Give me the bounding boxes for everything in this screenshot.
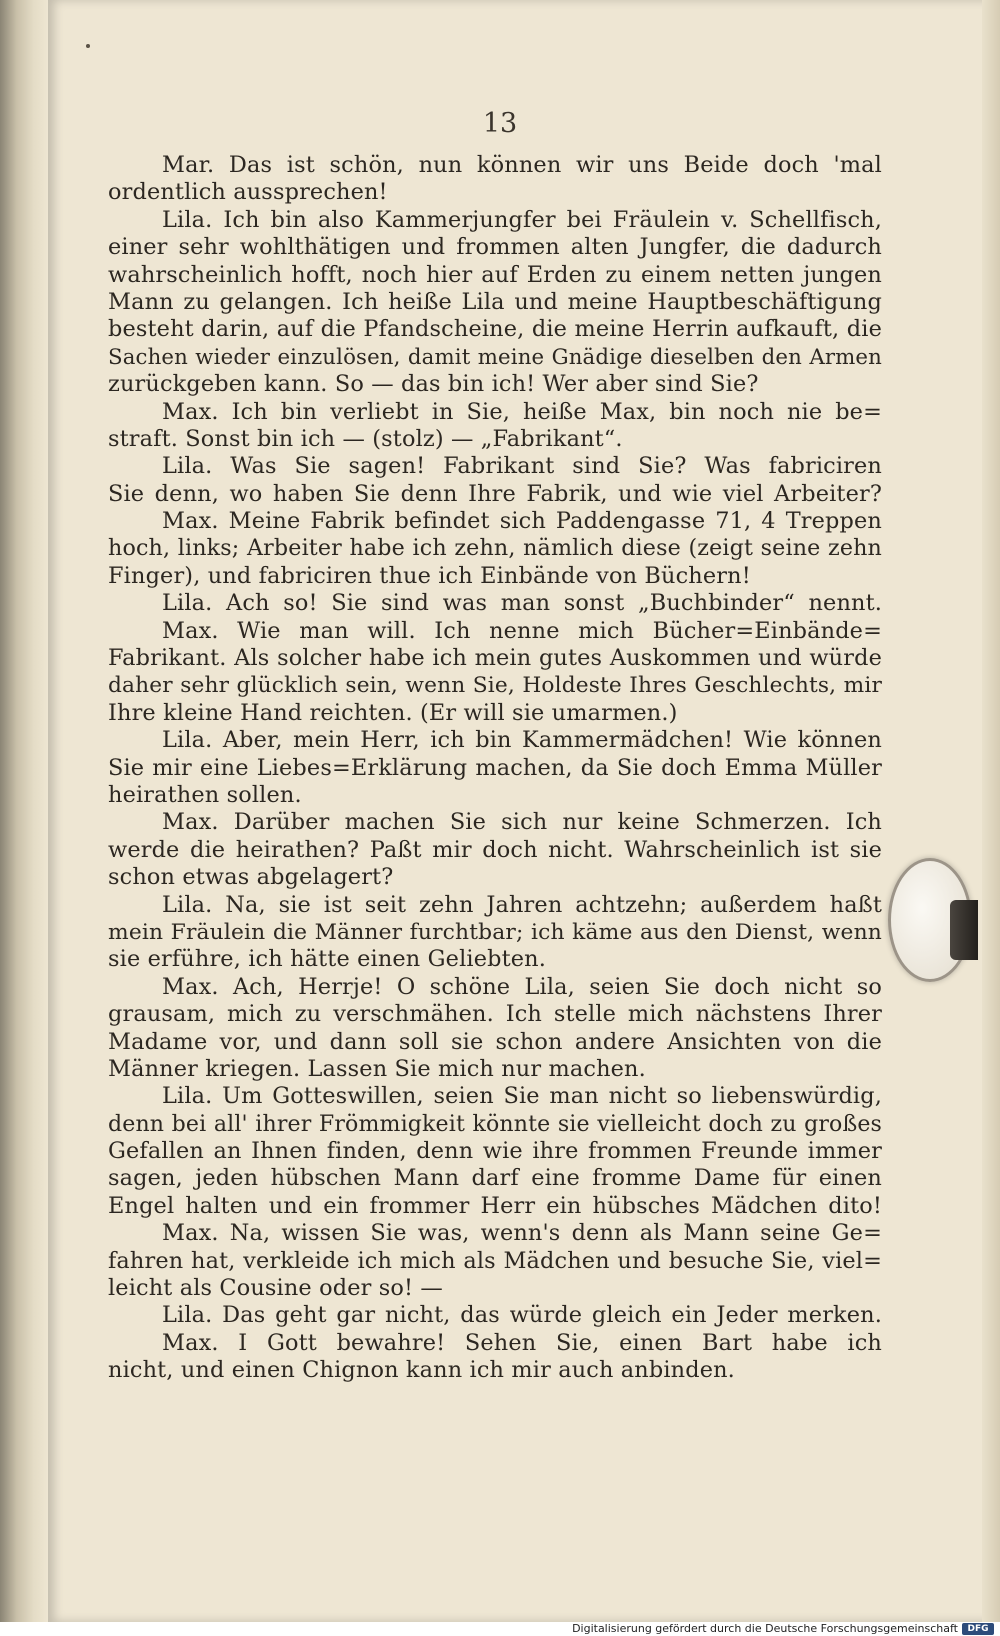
text-line: leicht als Cousine oder so! — [108,1275,443,1302]
text-line: Madame vor, und dann soll sie schon andere Ansichten von die [108,1028,882,1055]
text-line: Mar. Das ist schön, nun können wir uns Beide doch 'mal [162,152,882,178]
text-line: straft. Sonst bin ich — (stolz) — „Fabrikant“. [108,425,623,452]
text-line: wahrscheinlich hofft, noch hier auf Erden zu einem netten jungen [108,261,882,288]
text-line: Lila. Das geht gar nicht, das würde gleich ein Jeder merken. [162,1302,882,1329]
body-text [108,152,882,1385]
text-line: fahren hat, verkleide ich mich als Mädchen und besuche Sie, viel= [108,1247,882,1274]
text-line: Finger), und fabriciren thue ich Einbände von Büchern! [108,562,751,589]
text-line: Sie mir eine Liebes=Erklärung machen, da Sie doch Emma Müller [108,754,882,781]
text-line: sagen, jeden hübschen Mann darf eine fromme Dame für einen [108,1165,882,1192]
text-line: mein Fräulein die Männer furchtbar; ich käme aus den Dienst, wenn [108,919,882,945]
text-line: Max. Wie man will. Ich nenne mich Bücher=Einbände= [162,617,882,644]
text-line: Sachen wieder einzulösen, damit meine Gnädige dieselben den Armen [108,344,882,370]
text-line: zurückgeben kann. So — das bin ich! Wer aber sind Sie? [108,371,759,398]
text-line: Engel halten und ein frommer Herr ein hübsches Mädchen dito! [108,1192,882,1219]
text-line: hoch, links; Arbeiter habe ich zehn, nämlich diese (zeigt seine zehn [108,535,882,562]
text-line: Fabrikant. Als solcher habe ich mein gutes Auskommen und würde [108,645,882,672]
text-line: sie erführe, ich hätte einen Geliebten. [108,946,546,973]
text-line: daher sehr glücklich sein, wenn Sie, Holdeste Ihres Geschlechts, mir [108,673,882,699]
text-line: Max. Na, wissen Sie was, wenn's denn als Mann seine Ge= [162,1220,882,1247]
text-line: Gefallen an Ihnen finden, denn wie ihre frommen Freunde immer [108,1138,882,1165]
footer-credit: Digitalisierung gefördert durch die Deutsche Forschungsgemeinschaft [572,1622,958,1635]
text-line: Lila. Ach so! Sie sind was man sonst „Buchbinder“ nennt. [162,590,882,617]
text-line: Lila. Ich bin also Kammerjungfer bei Fräulein v. Schellfisch, [162,206,882,233]
text-line: denn bei all' ihrer Frömmigkeit könnte sie vielleicht doch zu großes [108,1111,882,1137]
ink-speck [86,44,90,48]
text-line: einer sehr wohlthätigen und frommen alten Jungfer, die dadurch [108,234,882,261]
text-line: Max. Darüber machen Sie sich nur keine Schmerzen. Ich [162,809,882,836]
magnifier-handle-icon [950,900,978,960]
text-line: Max. I Gott bewahre! Sehen Sie, einen Bart habe ich [162,1329,882,1356]
page-right-edge [982,0,1000,1622]
text-line: Lila. Na, sie ist seit zehn Jahren achtzehn; außerdem haßt [162,891,882,918]
dfg-logo: DFG [962,1623,994,1635]
text-line: Ihre kleine Hand reichten. (Er will sie umarmen.) [108,699,678,726]
footer-bar [0,1622,1000,1636]
book-gutter [0,0,48,1636]
text-line: Mann zu gelangen. Ich heiße Lila und meine Hauptbeschäftigung [108,288,882,315]
text-line: Max. Ach, Herrje! O schöne Lila, seien Sie doch nicht so [162,973,882,1000]
text-line: Lila. Was Sie sagen! Fabrikant sind Sie? Was fabriciren [162,453,882,480]
text-line: schon etwas abgelagert? [108,864,394,891]
text-line: heirathen sollen. [108,781,302,808]
text-line: Lila. Um Gotteswillen, seien Sie man nicht so liebenswürdig, [162,1083,882,1110]
text-line: Männer kriegen. Lassen Sie mich nur machen. [108,1055,646,1082]
text-line: besteht darin, auf die Pfandscheine, die meine Herrin aufkauft, die [108,316,882,343]
page-number: 13 [482,108,518,139]
text-line: Lila. Aber, mein Herr, ich bin Kammermädchen! Wie können [162,727,882,754]
text-line: ordentlich aussprechen! [108,179,388,206]
text-line: Max. Ich bin verliebt in Sie, heiße Max, bin noch nie be= [162,398,882,425]
text-line: Sie denn, wo haben Sie denn Ihre Fabrik, und wie viel Arbeiter? [108,480,882,507]
text-line: nicht, und einen Chignon kann ich mir auch anbinden. [108,1357,735,1384]
text-line: Max. Meine Fabrik befindet sich Paddengasse 71, 4 Treppen [162,508,882,535]
text-line: werde die heirathen? Paßt mir doch nicht. Wahrscheinlich ist sie [108,836,882,863]
text-line: grausam, mich zu verschmähen. Ich stelle mich nächstens Ihrer [108,1001,882,1028]
